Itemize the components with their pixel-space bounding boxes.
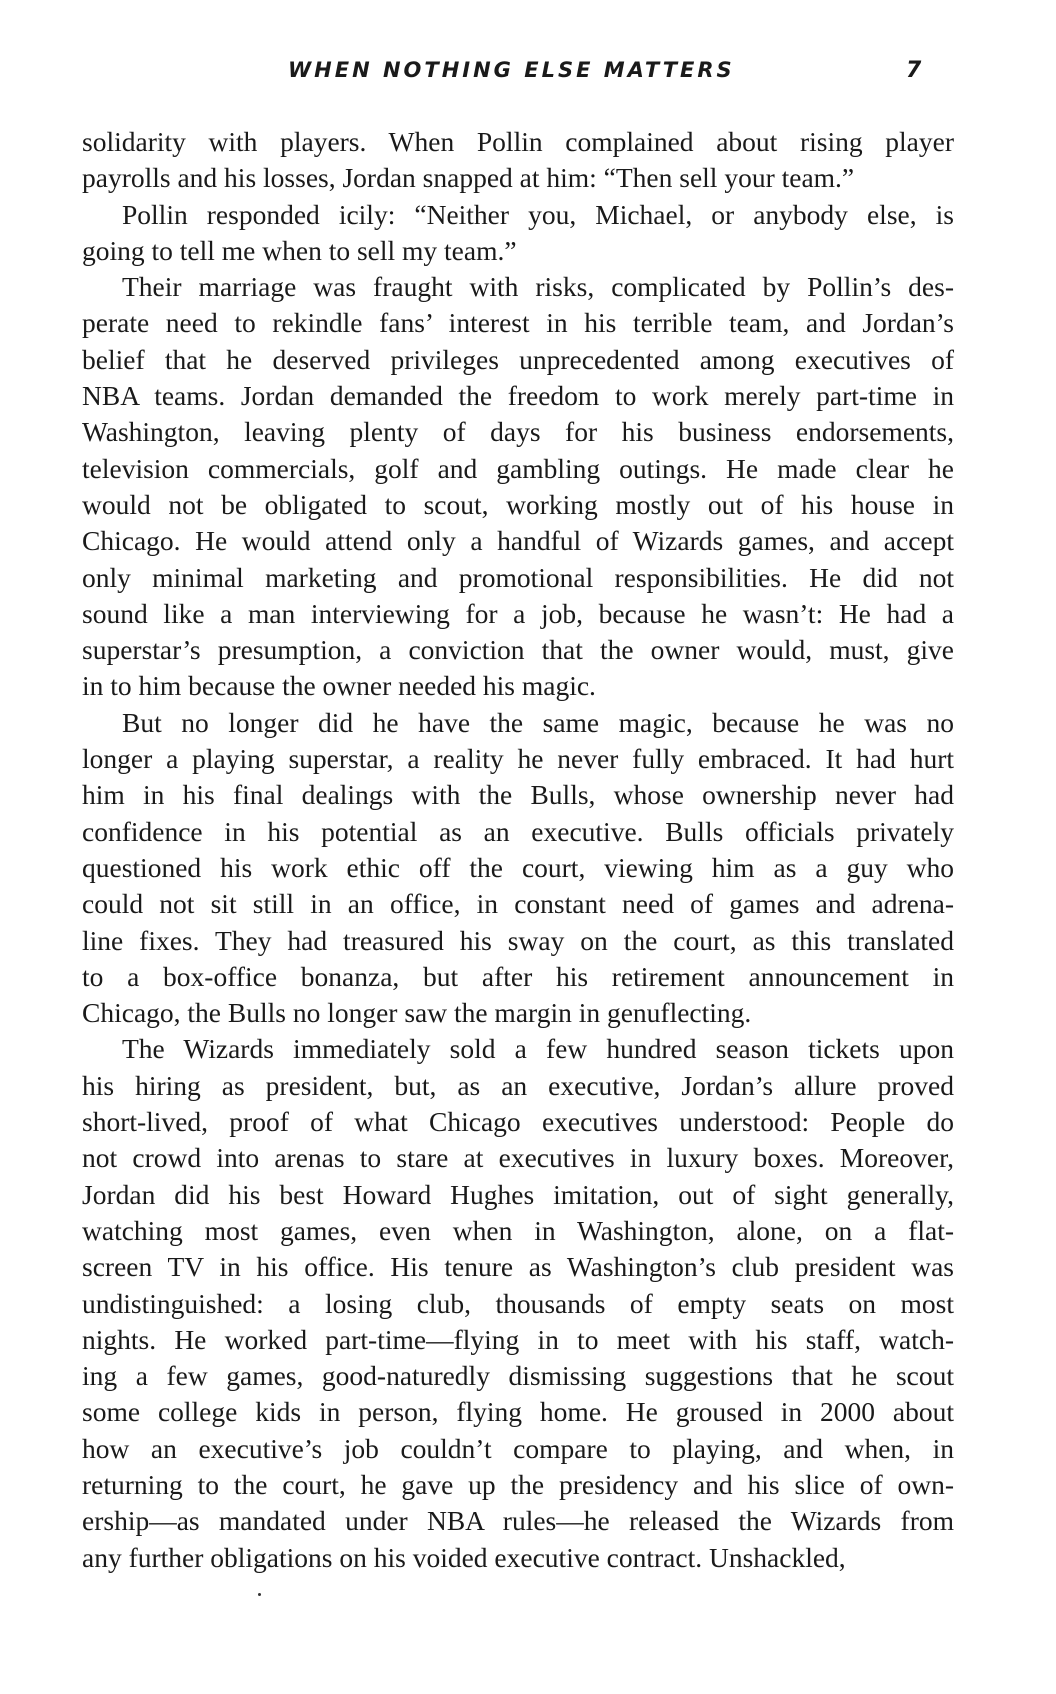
text-line: going to tell me when to sell my team.” <box>82 234 517 266</box>
paragraph <box>82 705 954 1032</box>
chapter-title: WHEN NOTHING ELSE MATTERS <box>288 58 735 82</box>
text-line: him in his final dealings with the Bulls, whose ownership never had <box>82 779 954 811</box>
text-line: ing a few games, good-naturedly dismissing suggestions that he scout <box>82 1360 954 1392</box>
text-line: television commercials, golf and gambling outings. He made clear he <box>82 452 954 484</box>
text-line: line fixes. They had treasured his sway on the court, as this translated <box>82 924 954 956</box>
running-head <box>0 58 1056 88</box>
text-line: ership—as mandated under NBA rules—he released the Wizards from <box>82 1505 954 1537</box>
body-text <box>82 124 954 1576</box>
text-line: could not sit still in an office, in constant need of games and adrena- <box>82 888 954 920</box>
text-line: Pollin responded icily: “Neither you, Michael, or anybody else, is <box>122 198 954 230</box>
text-line: Chicago. He would attend only a handful of Wizards games, and accept <box>82 525 954 557</box>
text-line: confidence in his potential as an executive. Bulls officials privately <box>82 815 954 847</box>
text-line: questioned his work ethic off the court, viewing him as a guy who <box>82 851 954 883</box>
text-line: his hiring as president, but, as an executive, Jordan’s allure proved <box>82 1069 954 1101</box>
text-line: belief that he deserved privileges unprecedented among executives of <box>82 343 954 375</box>
text-line: Chicago, the Bulls no longer saw the margin in genuflecting. <box>82 997 752 1029</box>
text-line: solidarity with players. When Pollin complained about rising player <box>82 126 954 157</box>
text-line: payrolls and his losses, Jordan snapped at him: “Then sell your team.” <box>82 162 855 194</box>
text-line: to a box-office bonanza, but after his retirement announcement in <box>82 960 954 992</box>
text-line: how an executive’s job couldn’t compare to playing, and when, in <box>82 1432 954 1464</box>
text-line: in to him because the owner needed his magic. <box>82 670 596 702</box>
text-line: would not be obligated to scout, working mostly out of his house in <box>82 488 954 520</box>
text-line: longer a playing superstar, a reality he never fully embraced. It had hurt <box>82 743 954 775</box>
text-line: short-lived, proof of what Chicago executives understood: People do <box>82 1106 954 1138</box>
text-line: perate need to rekindle fans’ interest in his terrible team, and Jordan’s <box>82 307 954 339</box>
paragraph <box>82 197 954 270</box>
text-line: The Wizards immediately sold a few hundred season tickets upon <box>122 1033 954 1065</box>
text-line: NBA teams. Jordan demanded the freedom to work merely part-time in <box>82 380 954 412</box>
paragraph <box>82 269 954 705</box>
text-line: sound like a man interviewing for a job, because he wasn’t: He had a <box>82 597 954 629</box>
text-line: not crowd into arenas to stare at executives in luxury boxes. Moreover, <box>82 1142 954 1174</box>
text-line: only minimal marketing and promotional responsibilities. He did not <box>82 561 954 593</box>
text-line: Washington, leaving plenty of days for his business endorsements, <box>82 416 954 448</box>
text-line: Jordan did his best Howard Hughes imitation, out of sight generally, <box>82 1178 954 1210</box>
paragraph <box>82 124 954 197</box>
text-line: Their marriage was fraught with risks, complicated by Pollin’s des- <box>122 271 954 303</box>
text-line: nights. He worked part-time—flying in to meet with his staff, watch- <box>82 1323 954 1355</box>
text-line: any further obligations on his voided executive contract. Unshackled, <box>82 1541 846 1573</box>
page-number: 7 <box>906 58 922 83</box>
text-line: undistinguished: a losing club, thousands of empty seats on most <box>82 1287 954 1319</box>
text-line: superstar’s presumption, a conviction that the owner would, must, give <box>82 634 954 666</box>
paragraph <box>82 1031 954 1575</box>
text-line: screen TV in his office. His tenure as Washington’s club president was <box>82 1251 954 1283</box>
text-line: returning to the court, he gave up the presidency and his slice of own- <box>82 1468 954 1500</box>
scan-speck <box>258 1593 261 1596</box>
text-line: some college kids in person, flying home. He groused in 2000 about <box>82 1396 954 1428</box>
text-line: But no longer did he have the same magic, because he was no <box>122 706 954 738</box>
text-line: watching most games, even when in Washington, alone, on a flat- <box>82 1214 954 1246</box>
